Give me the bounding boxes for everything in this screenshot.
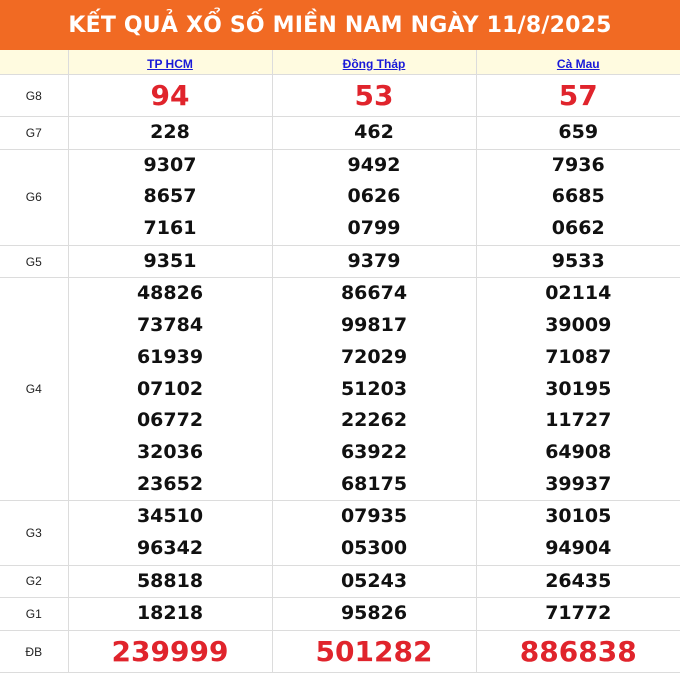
results-table bbox=[0, 50, 680, 673]
prize-cell bbox=[476, 149, 680, 245]
prize-number: 6685 bbox=[551, 185, 605, 208]
prize-number: 39937 bbox=[545, 472, 612, 495]
prize-number: 07935 bbox=[340, 505, 408, 528]
prize-number: 0799 bbox=[347, 217, 401, 240]
prize-number: 0662 bbox=[551, 217, 605, 240]
prize-label: G2 bbox=[0, 565, 68, 598]
prize-number: 63922 bbox=[340, 440, 408, 463]
prize-number: 9351 bbox=[143, 249, 197, 272]
prize-cell bbox=[272, 631, 476, 673]
prize-cell bbox=[476, 631, 680, 673]
prize-number: 39009 bbox=[545, 314, 612, 337]
province-header bbox=[68, 50, 272, 75]
prize-number: 228 bbox=[150, 121, 190, 143]
prize-number: 9307 bbox=[143, 153, 197, 176]
prize-number: 22262 bbox=[340, 409, 408, 432]
prize-cell bbox=[272, 565, 476, 598]
prize-row bbox=[0, 117, 680, 150]
prize-number: 7936 bbox=[551, 153, 605, 176]
province-header bbox=[476, 50, 680, 75]
prize-cell bbox=[272, 245, 476, 278]
prize-cell bbox=[272, 501, 476, 565]
prize-label: ĐB bbox=[0, 631, 68, 673]
prize-label: G7 bbox=[0, 117, 68, 150]
prize-label: G1 bbox=[0, 598, 68, 631]
prize-row bbox=[0, 565, 680, 598]
prize-number: 30195 bbox=[545, 377, 612, 400]
prize-row bbox=[0, 278, 680, 501]
prize-number: 72029 bbox=[340, 345, 408, 368]
province-link-ca-mau[interactable]: Cà Mau bbox=[556, 56, 600, 71]
prize-label: G5 bbox=[0, 245, 68, 278]
prize-number: 99817 bbox=[340, 314, 408, 337]
prize-row bbox=[0, 631, 680, 673]
province-header-row bbox=[0, 50, 680, 75]
prize-number: 32036 bbox=[136, 440, 204, 463]
prize-number: 886838 bbox=[519, 635, 637, 668]
prize-number: 48826 bbox=[136, 282, 204, 305]
header-blank-cell bbox=[0, 50, 68, 75]
prize-label: G3 bbox=[0, 501, 68, 565]
prize-number: 51203 bbox=[340, 377, 408, 400]
prize-number: 71087 bbox=[545, 345, 612, 368]
prize-cell bbox=[476, 245, 680, 278]
prize-number: 9533 bbox=[551, 249, 605, 272]
prize-number: 94 bbox=[150, 79, 190, 112]
prize-number: 02114 bbox=[545, 282, 612, 305]
prize-cell bbox=[68, 245, 272, 278]
prize-number: 58818 bbox=[136, 569, 204, 592]
prize-row bbox=[0, 245, 680, 278]
prize-number: 26435 bbox=[545, 569, 612, 592]
prize-number: 05243 bbox=[340, 569, 408, 592]
prize-number: 9379 bbox=[347, 249, 401, 272]
prize-number: 34510 bbox=[136, 505, 204, 528]
prize-cell bbox=[68, 501, 272, 565]
prize-number: 68175 bbox=[340, 472, 408, 495]
prize-number: 7161 bbox=[143, 217, 197, 240]
prize-cell bbox=[68, 117, 272, 150]
prize-row bbox=[0, 149, 680, 245]
prize-cell bbox=[68, 278, 272, 501]
prize-row bbox=[0, 75, 680, 117]
prize-number: 06772 bbox=[136, 409, 204, 432]
prize-cell bbox=[476, 75, 680, 117]
prize-number: 501282 bbox=[315, 635, 433, 668]
prize-label: G6 bbox=[0, 149, 68, 245]
prize-number: 30105 bbox=[545, 505, 612, 528]
prize-number: 239999 bbox=[111, 635, 229, 668]
prize-number: 86674 bbox=[340, 282, 408, 305]
prize-number: 11727 bbox=[545, 409, 612, 432]
prize-number: 07102 bbox=[136, 377, 204, 400]
prize-number: 71772 bbox=[545, 602, 612, 625]
prize-cell bbox=[272, 278, 476, 501]
prize-row bbox=[0, 598, 680, 631]
prize-number: 05300 bbox=[340, 536, 408, 559]
province-link-dong-thap[interactable]: Đồng Tháp bbox=[342, 56, 406, 71]
prize-label: G8 bbox=[0, 75, 68, 117]
prize-cell bbox=[272, 598, 476, 631]
prize-cell bbox=[272, 117, 476, 150]
prize-number: 23652 bbox=[136, 472, 204, 495]
province-link-tp-hcm[interactable]: TP HCM bbox=[147, 56, 193, 71]
prize-number: 73784 bbox=[136, 314, 204, 337]
province-header bbox=[272, 50, 476, 75]
page-title: KẾT QUẢ XỔ SỐ MIỀN NAM NGÀY 11/8/2025 bbox=[0, 0, 680, 50]
prize-number: 659 bbox=[558, 121, 599, 143]
prize-number: 64908 bbox=[545, 440, 612, 463]
prize-number: 57 bbox=[558, 79, 598, 112]
prize-number: 96342 bbox=[136, 536, 204, 559]
prize-number: 18218 bbox=[136, 602, 204, 625]
prize-cell bbox=[272, 149, 476, 245]
prize-row bbox=[0, 501, 680, 565]
prize-number: 9492 bbox=[347, 153, 401, 176]
prize-number: 8657 bbox=[143, 185, 197, 208]
prize-number: 94904 bbox=[545, 536, 612, 559]
prize-cell bbox=[476, 565, 680, 598]
prize-number: 462 bbox=[354, 121, 394, 143]
prize-cell bbox=[476, 117, 680, 150]
prize-cell bbox=[272, 75, 476, 117]
prize-cell bbox=[68, 631, 272, 673]
prize-cell bbox=[476, 501, 680, 565]
prize-number: 61939 bbox=[136, 345, 204, 368]
prize-cell bbox=[68, 565, 272, 598]
prize-cell bbox=[68, 75, 272, 117]
prize-label: G4 bbox=[0, 278, 68, 501]
prize-cell bbox=[476, 598, 680, 631]
prize-number: 0626 bbox=[347, 185, 401, 208]
prize-cell bbox=[68, 149, 272, 245]
prize-cell bbox=[476, 278, 680, 501]
prize-number: 53 bbox=[354, 79, 394, 112]
prize-cell bbox=[68, 598, 272, 631]
prize-number: 95826 bbox=[340, 602, 408, 625]
